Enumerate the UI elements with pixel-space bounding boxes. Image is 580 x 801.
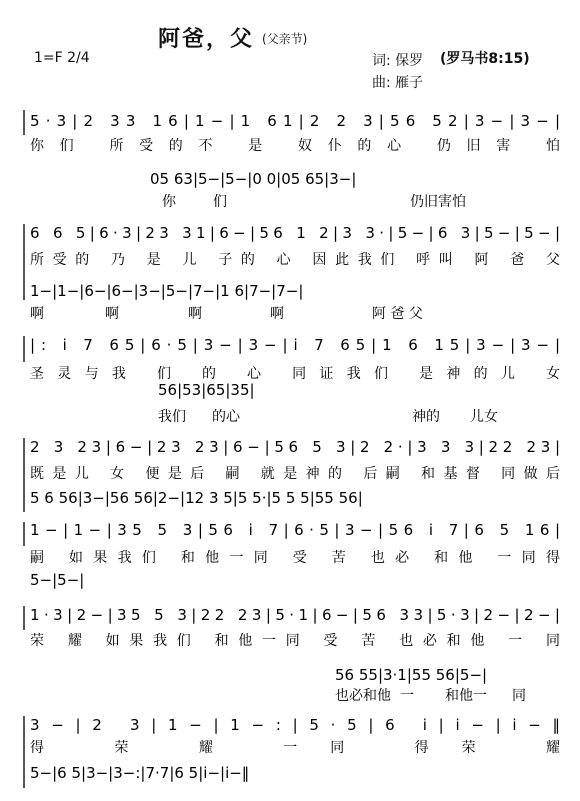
harmony-notes: 1−|1−|6−|6−|3−|5−|7−|1 6|7−|7−| (30, 282, 304, 300)
harmony-lyric: 也必和他 (335, 688, 391, 704)
melody-lyrics: 荣 耀 如果我们 和他一同 受 苦 也必和他 一 同 (30, 633, 561, 649)
harmony-lyric: 们 (213, 194, 227, 210)
melody-notes: 1·3|2−|35 5 3|22 23|5·1|6−|56 33|5·3|2−|2−| (30, 606, 560, 624)
harmony-lyric: 你 (162, 194, 176, 210)
melody-lyrics: 你们 所受的不 是 奴仆的心 仍旧害 怕 (30, 138, 560, 154)
melody-notes: 3−|2 3|1−|1−:|5·5|6 i|i−|i−‖ (30, 716, 560, 734)
harmony-lyric: 我们 (158, 409, 186, 425)
harmony-notes: 56|53|65|35| (158, 381, 255, 399)
harmony-lyric: 仍旧害怕 (410, 194, 466, 210)
harmony-lyric: 神的 (412, 409, 440, 425)
harmony-notes: 56 55|3·1|55 56|5−| (335, 666, 488, 684)
scripture-reference: (罗马书8:15) (440, 51, 530, 67)
harmony-notes: 5−|6 5|3−|3−:|7·7|6 5|i−|i−‖ (30, 764, 250, 782)
melody-notes: 5·3|2 33 16|1−|1 61|2 2 3|56 52|3−|3−| (30, 112, 561, 130)
melody-lyrics: 圣灵与我 们 的 心 同证我们 是神的儿 女 (30, 366, 560, 382)
harmony-notes: 5−|5−| (30, 571, 85, 589)
lyricist-credit: 词: 保罗 (372, 53, 424, 69)
melody-lyrics: 嗣 如果我们 和他一同 受 苦 也必 和他 一同得 (30, 550, 560, 566)
harmony-lyric: 啊 (30, 306, 44, 322)
harmony-lyric: 和他一 (445, 688, 487, 704)
melody-notes: 1−|1−|35 5 3|56 i 7|6·5|3−|56 i 7|6 5 16| (30, 521, 561, 539)
key-signature: 1=F 2/4 (34, 50, 90, 66)
melody-notes: |: i 7 65|6·5|3−|3−|i 7 65|1 6 15|3−|3−| (30, 336, 561, 354)
harmony-lyric: 一 (400, 688, 414, 704)
composer-credit: 曲: 雁子 (372, 75, 424, 91)
harmony-notes: 05 63|5−|5−|0 0|05 65|3−| (150, 170, 357, 188)
melody-lyrics: 既是儿 女 便是后 嗣 就是神的 后嗣 和基督 同做后 (30, 466, 561, 482)
harmony-lyric: 啊 (270, 306, 284, 322)
song-title: 阿爸，父 (158, 27, 255, 52)
harmony-lyric: 同 (512, 688, 526, 704)
melody-lyrics: 所受的 乃 是 儿 子的 心 因此我们 呼叫 阿 爸 父 (30, 252, 560, 268)
harmony-lyric: 啊 (105, 306, 119, 322)
melody-notes: 6 6 5|6·3|23 31|6−|56 1 2|3 3·|5−|6 3|5−|5−| (30, 224, 560, 242)
harmony-lyric: 的心 (212, 409, 240, 425)
harmony-lyric: 啊 (188, 306, 202, 322)
melody-notes: 2 3 23|6−|23 23|6−|56 5 3|2 2·|3 3 3|22 23| (30, 438, 561, 456)
harmony-notes: 5 6 56|3−|56 56|2−|12 3 5|5 5·|5 5 5|55 56| (30, 489, 363, 507)
melody-lyrics: 得 荣 耀 一同 得荣 耀 (30, 740, 560, 756)
harmony-lyric: 儿女 (470, 409, 498, 425)
song-subtitle: (父亲节) (262, 32, 308, 46)
harmony-lyric: 阿 爸 父 (372, 306, 423, 322)
